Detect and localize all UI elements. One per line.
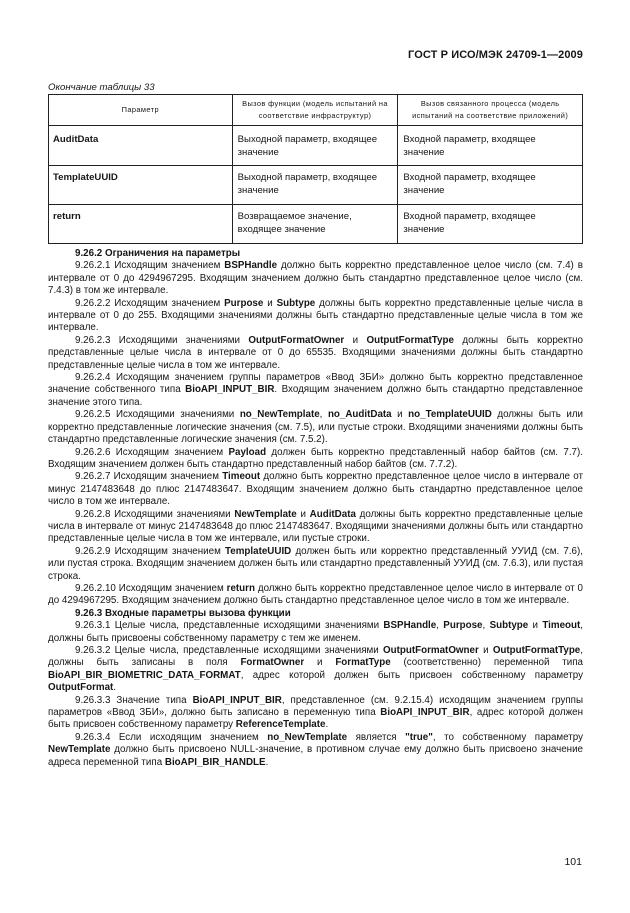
paragraph-9-26-3-2: 9.26.3.2 Целые числа, представленные исходящими значениями OutputFormatOwner и OutputFormatType, должны быть записаны в поля FormatOwner и FormatType (соответственно) переменной типа BioAPI_BIR_BIOMETRIC_DATA_FORMAT, адрес которой должен быть присвоен собственному параметру OutputFormat. [48, 645, 584, 694]
paragraph-9-26-3-4: 9.26.3.4 Если исходящим значением no_NewTemplate является "true", то собственному параметру NewTemplate должно быть присвоено NULL-значение, в противном случае ему должно быть присвоено значение адреса переменной типа BioAPI_BIR_HANDLE. [48, 731, 583, 768]
table-cell-function-call: Выходной параметр, входящее значение [232, 126, 398, 166]
paragraph-9-26-2-4: 9.26.2.4 Исходящим значением группы параметров «Ввод ЗБИ» должно быть корректно представленное значение собственного типа BioAPI_INPUT_BIR. Входящим значением должно быть стандартно представленное значение этого типа. [48, 372, 583, 408]
table-cell-callback: Входной параметр, входящее значение [398, 166, 583, 205]
column-header-function-call: Вызов функции (модель испытаний на соответствие инфраструктур) [232, 95, 398, 126]
section-heading: 9.26.2 Ограничения на параметры [75, 248, 241, 259]
table-row [49, 166, 583, 205]
document-code: ГОСТ Р ИСО/МЭК 24709-1—2009 [408, 49, 583, 61]
table-row [49, 205, 583, 244]
paragraph-9-26-2-6: 9.26.2.6 Исходящим значением Payload должен быть корректно представленный набор байтов (см. 7.7). Входящим значением должен быть стандартно представленный набор байтов (см. 7.7.2). [48, 446, 583, 470]
column-header-callback: Вызов связанного процесса (модель испытаний на соответствие приложений) [398, 95, 583, 126]
paragraph-9-26-2-3: 9.26.2.3 Исходящими значениями OutputFormatOwner и OutputFormatType должны быть корректно представленные целые числа в интервале от 0 до 65535. Входящими значениями должны быть стандартно представленные целые числа в том же интервале. [48, 334, 583, 371]
table-cell-parameter: return [49, 205, 233, 244]
table-cell-parameter: TemplateUUID [49, 166, 233, 205]
table-cell-parameter: AuditData [49, 126, 233, 166]
table-header-row [49, 95, 583, 126]
parameters-table [48, 94, 583, 244]
page-number: 101 [564, 856, 582, 868]
document-body [48, 248, 583, 769]
paragraph-9-26-2-2: 9.26.2.2 Исходящим значением Purpose и Subtype должны быть корректно представленные целые числа в интервале от 0 до 255. Входящими значениями должны быть стандартно представленные целые числа в том же интервале. [48, 297, 583, 334]
table-row [49, 126, 583, 166]
table-cell-function-call: Выходной параметр, входящее значение [232, 166, 398, 205]
paragraph-9-26-2-5: 9.26.2.5 Исходящими значениями no_NewTemplate, no_AuditData и no_TemplateUUID должны быть или корректно представленные логические значения (см. 7.5), или пустые строки. Входящими значениями должны быть стандартно представленные логические значения (см. 7.5.2). [48, 409, 584, 446]
table-cell-callback: Входной параметр, входящее значение [398, 126, 583, 166]
paragraph-9-26-2-9: 9.26.2.9 Исходящим значением TemplateUUID должен быть или корректно представленный УУИД (см. 7.6), или пустая строка. Входящим значением должен быть или стандартно представленный УУИД (см. 7.6.3), или пустая строка. [48, 545, 583, 582]
paragraph-9-26-2-10: 9.26.2.10 Исходящим значением return должно быть корректно представленное целое число в интервале от 0 до 4294967295. Входящим значением должно быть стандартно представленное целое число в том же интервале. [48, 582, 583, 607]
paragraph-9-26-2-1: 9.26.2.1 Исходящим значением BSPHandle должно быть корректно представленное целое число (см. 7.4) в интервале от 0 до 4294967295. Входящим значением должно быть стандартно представленное целое число (см. 7.4.3) в том же интервале. [48, 260, 583, 297]
table-caption: Окончание таблицы 33 [48, 82, 155, 93]
section-heading: 9.26.3 Входные параметры вызова функции [75, 607, 291, 619]
paragraph-9-26-3-3: 9.26.3.3 Значение типа BioAPI_INPUT_BIR, представленное (см. 9.2.15.4) исходящим значением группы параметров «Ввод ЗБИ», должно быть записано в переменную типа BioAPI_INPUT_BIR, адрес которой должен быть присвоен собственному параметру ReferenceTemplate. [48, 694, 584, 731]
table-cell-callback: Входной параметр, входящее значение [398, 205, 583, 244]
column-header-parameter: Параметр [49, 95, 233, 126]
paragraph-9-26-2-7: 9.26.2.7 Исходящим значением Timeout должно быть корректно представленное целое число в интервале от минус 2147483648 до плюс 2147483647. Входящим значением должно быть стандартно представленное целое число в том же интервале. [48, 471, 583, 508]
table-cell-function-call: Возвращаемое значение, входящее значение [232, 205, 398, 244]
paragraph-9-26-3-1: 9.26.3.1 Целые числа, представленные исходящими значениями BSPHandle, Purpose, Subtype и Timeout, должны быть присвоены собственному параметру с тем же именем. [48, 620, 583, 644]
paragraph-9-26-2-8: 9.26.2.8 Исходящими значениями NewTemplate и AuditData должны быть корректно представленные целые числа в интервале от минус 2147483648 до плюс 2147483647. Входящими значениями должны быть или стандартно представленные целые числа в том же интервале, или пустые строки. [48, 508, 583, 545]
